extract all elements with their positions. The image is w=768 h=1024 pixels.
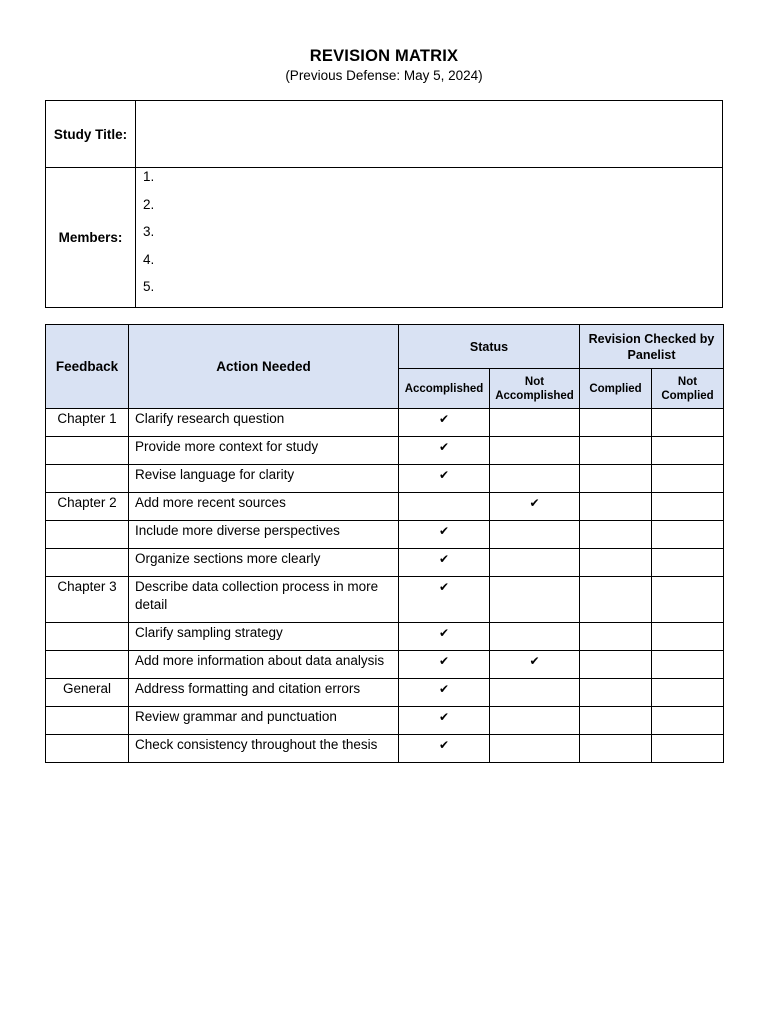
action-cell: Add more recent sources: [129, 493, 399, 521]
not-complied-cell[interactable]: [652, 409, 724, 437]
accomplished-cell[interactable]: [399, 409, 490, 437]
not-complied-cell[interactable]: [652, 623, 724, 651]
accomplished-cell[interactable]: [399, 577, 490, 623]
header-not-accomplished: Not Accomplished: [490, 369, 580, 409]
accomplished-cell[interactable]: [399, 735, 490, 763]
not-accomplished-cell[interactable]: [490, 707, 580, 735]
action-cell: Organize sections more clearly: [129, 549, 399, 577]
accomplished-cell[interactable]: [399, 437, 490, 465]
members-label: Members:: [46, 168, 136, 308]
check-icon: ✔: [438, 412, 450, 426]
member-line: 5.: [143, 279, 155, 295]
header-not-complied: Not Complied: [652, 369, 724, 409]
not-accomplished-cell[interactable]: [490, 493, 580, 521]
feedback-cell: [46, 623, 129, 651]
header-revision-checked: Revision Checked by Panelist: [580, 325, 724, 369]
complied-cell[interactable]: [580, 521, 652, 549]
not-accomplished-cell[interactable]: [490, 623, 580, 651]
feedback-cell: [46, 651, 129, 679]
not-accomplished-cell[interactable]: [490, 549, 580, 577]
accomplished-cell[interactable]: [399, 521, 490, 549]
member-line: 2.: [143, 196, 155, 212]
complied-cell[interactable]: [580, 651, 652, 679]
study-title-row: [46, 101, 723, 168]
not-complied-cell[interactable]: [652, 437, 724, 465]
header-row-top: [46, 325, 724, 369]
complied-cell[interactable]: [580, 707, 652, 735]
action-cell: Revise language for clarity: [129, 465, 399, 493]
feedback-cell: Chapter 2: [46, 493, 129, 521]
page-subtitle: (Previous Defense: May 5, 2024): [285, 68, 483, 83]
action-cell: Clarify sampling strategy: [129, 623, 399, 651]
revision-matrix-table: [45, 324, 724, 763]
complied-cell[interactable]: [580, 549, 652, 577]
action-cell: Review grammar and punctuation: [129, 707, 399, 735]
feedback-cell: [46, 521, 129, 549]
not-accomplished-cell[interactable]: [490, 651, 580, 679]
table-row: [46, 707, 724, 735]
page-title: REVISION MATRIX: [309, 47, 459, 65]
not-complied-cell[interactable]: [652, 521, 724, 549]
check-icon: ✔: [438, 654, 450, 668]
complied-cell[interactable]: [580, 465, 652, 493]
feedback-cell: [46, 465, 129, 493]
study-title-value[interactable]: [136, 101, 723, 168]
accomplished-cell[interactable]: [399, 679, 490, 707]
not-complied-cell[interactable]: [652, 735, 724, 763]
header-complied: Complied: [580, 369, 652, 409]
study-info-table: [45, 100, 723, 308]
check-icon: ✔: [438, 440, 450, 454]
not-complied-cell[interactable]: [652, 465, 724, 493]
action-cell: Provide more context for study: [129, 437, 399, 465]
member-line: 4.: [143, 251, 155, 267]
header-action-needed: Action Needed: [129, 325, 399, 409]
check-icon: ✔: [438, 710, 450, 724]
check-icon: ✔: [438, 524, 450, 538]
action-cell: Include more diverse perspectives: [129, 521, 399, 549]
table-row: [46, 735, 724, 763]
table-row: [46, 437, 724, 465]
feedback-cell: General: [46, 679, 129, 707]
complied-cell[interactable]: [580, 577, 652, 623]
feedback-cell: [46, 735, 129, 763]
action-cell: Add more information about data analysis: [129, 651, 399, 679]
action-cell: Check consistency throughout the thesis: [129, 735, 399, 763]
not-accomplished-cell[interactable]: [490, 409, 580, 437]
complied-cell[interactable]: [580, 493, 652, 521]
accomplished-cell[interactable]: [399, 707, 490, 735]
study-title-label: Study Title:: [46, 101, 136, 168]
not-complied-cell[interactable]: [652, 549, 724, 577]
not-complied-cell[interactable]: [652, 493, 724, 521]
feedback-cell: Chapter 1: [46, 409, 129, 437]
members-list[interactable]: [136, 168, 723, 308]
complied-cell[interactable]: [580, 623, 652, 651]
header-feedback: Feedback: [46, 325, 129, 409]
header-accomplished: Accomplished: [399, 369, 490, 409]
complied-cell[interactable]: [580, 409, 652, 437]
not-accomplished-cell[interactable]: [490, 465, 580, 493]
feedback-cell: [46, 707, 129, 735]
check-icon: ✔: [529, 654, 540, 668]
member-line: 1.: [143, 169, 155, 184]
not-accomplished-cell[interactable]: [490, 735, 580, 763]
check-icon: ✔: [438, 580, 450, 594]
table-row: [46, 521, 724, 549]
complied-cell[interactable]: [580, 679, 652, 707]
accomplished-cell[interactable]: [399, 549, 490, 577]
feedback-cell: [46, 437, 129, 465]
feedback-cell: Chapter 3: [46, 577, 129, 623]
feedback-cell: [46, 549, 129, 577]
action-cell: Describe data collection process in more detail: [129, 577, 399, 623]
table-row: [46, 623, 724, 651]
member-line: 3.: [143, 224, 155, 240]
accomplished-cell[interactable]: [399, 465, 490, 493]
not-complied-cell[interactable]: [652, 707, 724, 735]
check-icon: ✔: [438, 468, 450, 482]
check-icon: ✔: [438, 682, 450, 696]
not-complied-cell[interactable]: [652, 679, 724, 707]
table-row: [46, 679, 724, 707]
check-icon: ✔: [529, 496, 540, 510]
not-complied-cell[interactable]: [652, 577, 724, 623]
not-accomplished-cell[interactable]: [490, 521, 580, 549]
not-complied-cell[interactable]: [652, 651, 724, 679]
accomplished-cell[interactable]: [399, 623, 490, 651]
table-row: [46, 549, 724, 577]
table-row: [46, 651, 724, 679]
complied-cell[interactable]: [580, 735, 652, 763]
table-row: [46, 409, 724, 437]
table-row: [46, 493, 724, 521]
table-row: [46, 465, 724, 493]
not-accomplished-cell[interactable]: [490, 679, 580, 707]
accomplished-cell[interactable]: [399, 651, 490, 679]
action-cell: Address formatting and citation errors: [129, 679, 399, 707]
header-status: Status: [399, 325, 580, 369]
not-accomplished-cell[interactable]: [490, 577, 580, 623]
check-icon: ✔: [438, 738, 450, 752]
complied-cell[interactable]: [580, 437, 652, 465]
table-row: [46, 577, 724, 623]
check-icon: ✔: [438, 552, 450, 566]
check-icon: ✔: [438, 626, 450, 640]
accomplished-cell[interactable]: [399, 493, 490, 521]
action-cell: Clarify research question: [129, 409, 399, 437]
not-accomplished-cell[interactable]: [490, 437, 580, 465]
members-row: [46, 168, 723, 308]
